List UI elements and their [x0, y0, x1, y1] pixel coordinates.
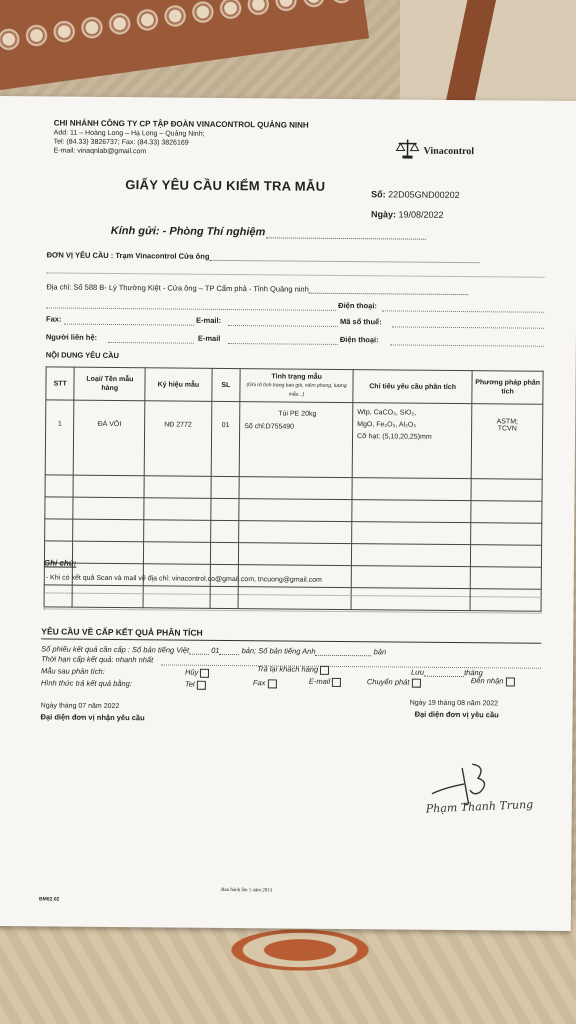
delivery-tel — [185, 680, 206, 690]
post-checkbox[interactable] — [411, 678, 420, 687]
destroy-checkbox[interactable] — [200, 668, 209, 677]
condition-line-1: Túi PE 20kg — [278, 410, 317, 418]
criteria-line-2: MgO, Fe₂O₃, Al₂O₃ — [357, 421, 417, 429]
phone-label: Điện thoại: — [338, 300, 377, 311]
company-name: CHI NHÁNH CÔNG TY CP TẬP ĐOÀN VINACONTROL QUẢNG NINH — [53, 118, 309, 130]
request-content-heading: NỘI DUNG YÊU CẦU — [45, 350, 119, 361]
criteria-line-1: Wtp, CaCO₃, SiO₂, — [357, 409, 417, 417]
col-quantity: SL — [211, 368, 240, 401]
option-destroy — [185, 668, 209, 678]
recipient-text: Kính gửi: - Phòng Thí nghiệm — [110, 224, 266, 239]
cell-sample-code: NĐ 2772 — [144, 401, 211, 477]
col-sample-code: Ký hiệu mẫu — [145, 368, 212, 402]
return-checkbox[interactable] — [320, 665, 329, 674]
form-title: GIẤY YÊU CẦU KIỂM TRA MẪU — [125, 177, 326, 194]
condition-header-text: Tình trạng mẫu — [271, 372, 322, 381]
floor-tile-border — [0, 0, 369, 91]
delivery-fax — [253, 678, 277, 688]
contact-person-label: Người liên hệ: — [45, 332, 98, 342]
table-row — [45, 400, 543, 479]
table-header-row — [46, 367, 543, 404]
delivery-pickup — [471, 676, 515, 686]
copies-en-label: bản; Số bản tiếng Anh — [241, 646, 316, 656]
vinacontrol-logo-text: Vinacontrol — [423, 145, 475, 158]
option-return-label: Trả lại khách hàng — [256, 664, 319, 674]
pickup-checkbox[interactable] — [505, 677, 514, 686]
tel-checkbox[interactable] — [197, 680, 206, 689]
col-sample-condition — [240, 369, 353, 403]
edition-note: Ban hành lần 1 năm 2013 — [221, 887, 273, 894]
cell-sample-condition — [239, 402, 353, 478]
email-label: E-mail: — [196, 315, 222, 325]
cell-sample-name: ĐÁ VÔI — [74, 400, 145, 476]
form-date-value: 19/08/2022 — [398, 209, 444, 220]
signer-name: Phạm Thanh Trung — [425, 797, 534, 816]
copies-en-unit: bản — [373, 647, 387, 657]
table-row-empty — [44, 585, 541, 611]
option-keep-label: Lưu — [410, 667, 425, 677]
deadline-line: Thời hạn cấp kết quả: nhanh nhất — [41, 654, 154, 665]
delivery-fax-label: Fax — [252, 678, 266, 688]
address-value: Địa chỉ: Số 588 B- Lý Thường Kiệt - Cửa ông – TP Cẩm phả - Tỉnh Quảng ninh — [46, 282, 309, 294]
delivery-tel-label: Tel — [184, 679, 195, 689]
email-checkbox[interactable] — [332, 677, 341, 686]
requesting-unit — [47, 248, 480, 263]
condition-header-note: (Ghi rõ tình trạng bao gói, niêm phong, lượng mẫu...) — [246, 381, 347, 398]
fax-label: Fax: — [46, 314, 62, 324]
col-sample-name: Loại/ Tên mẫu hàng — [74, 367, 145, 401]
cell-analysis-criteria — [352, 403, 472, 479]
recipient-line — [111, 225, 426, 240]
tax-code-label: Mã số thuế: — [340, 316, 382, 327]
delivery-pickup-label: Đến nhận — [470, 676, 504, 686]
condition-line-2: Số chỉ:D755490 — [244, 423, 295, 431]
form-code: BM02.02 — [38, 896, 60, 903]
notes-heading: Ghi chú: — [43, 558, 77, 568]
option-return — [257, 664, 329, 674]
form-date — [371, 209, 444, 220]
receiver-date: Ngày tháng 07 năm 2022 — [40, 702, 120, 711]
company-tel: Tel: (84.33) 3826737; Fax: (84.33) 3826169 — [53, 138, 189, 147]
company-address: Add: 11 – Hoàng Long – Hạ Long – Quảng Ninh; — [53, 129, 205, 138]
sample-after-label: Mẫu sau phân tích: — [40, 666, 105, 676]
form-number-label: Số: — [371, 189, 386, 200]
requester-date: Ngày 19 tháng 08 năm 2022 — [409, 699, 499, 708]
notes-line: - Khi có kết quả Scan và mail về địa chỉ: vinacontrol.co@gmail.com, tncuong@gmail.com — [45, 574, 322, 584]
cell-stt: 1 — [45, 400, 74, 475]
delivery-label: Hình thức trả kết quả bằng: — [40, 678, 132, 689]
delivery-post — [367, 677, 421, 687]
delivery-email — [309, 677, 341, 687]
delivery-post-label: Chuyển phát — [366, 677, 410, 687]
form-date-label: Ngày: — [370, 209, 397, 220]
method-line-1: ASTM; — [496, 418, 519, 426]
fax-checkbox[interactable] — [267, 679, 276, 688]
delivery-email-label: E-mail — [308, 676, 331, 686]
requester-role: Đại diện đơn vị yêu cầu — [414, 709, 499, 720]
tile-pattern — [0, 0, 354, 54]
form-number — [371, 189, 460, 200]
requesting-unit-text: ĐƠN VỊ YÊU CẦU : Trạm Vinacontrol Cửa ông — [46, 250, 210, 261]
request-form-paper — [0, 96, 576, 931]
results-heading: YÊU CẦU VỀ CẤP KẾT QUẢ PHÂN TÍCH — [41, 626, 203, 638]
form-number-value: 22D05GND00202 — [388, 189, 460, 201]
receiver-role: Đại diện đơn vị nhận yêu cầu — [40, 712, 145, 723]
copies-vn-label: Số phiếu kết quả cần cấp : Số bản tiếng Việt — [41, 644, 190, 655]
email2-label: E-mail — [197, 333, 221, 343]
col-analysis-criteria: Chỉ tiêu yêu cầu phân tích — [353, 370, 473, 404]
phone2-label: Điện thoại: — [339, 334, 379, 345]
criteria-line-3: Cỡ hạt: (5,10,20,25)mm — [357, 433, 432, 441]
cell-quantity: 01 — [211, 401, 240, 476]
col-stt: STT — [46, 367, 75, 400]
scales-icon — [395, 137, 419, 159]
option-destroy-label: Hủy — [184, 667, 199, 677]
handwritten-signature — [424, 734, 565, 835]
option-keep-months: tháng — [464, 668, 483, 678]
cell-analysis-method — [471, 404, 542, 480]
col-analysis-method: Phương pháp phân tích — [472, 371, 543, 405]
address-field — [46, 280, 469, 295]
method-line-2: TCVN — [497, 425, 517, 433]
copies-vn-value: 01 — [211, 645, 220, 655]
company-email: E-mail: vinaqnlab@gmail.com — [53, 147, 147, 156]
